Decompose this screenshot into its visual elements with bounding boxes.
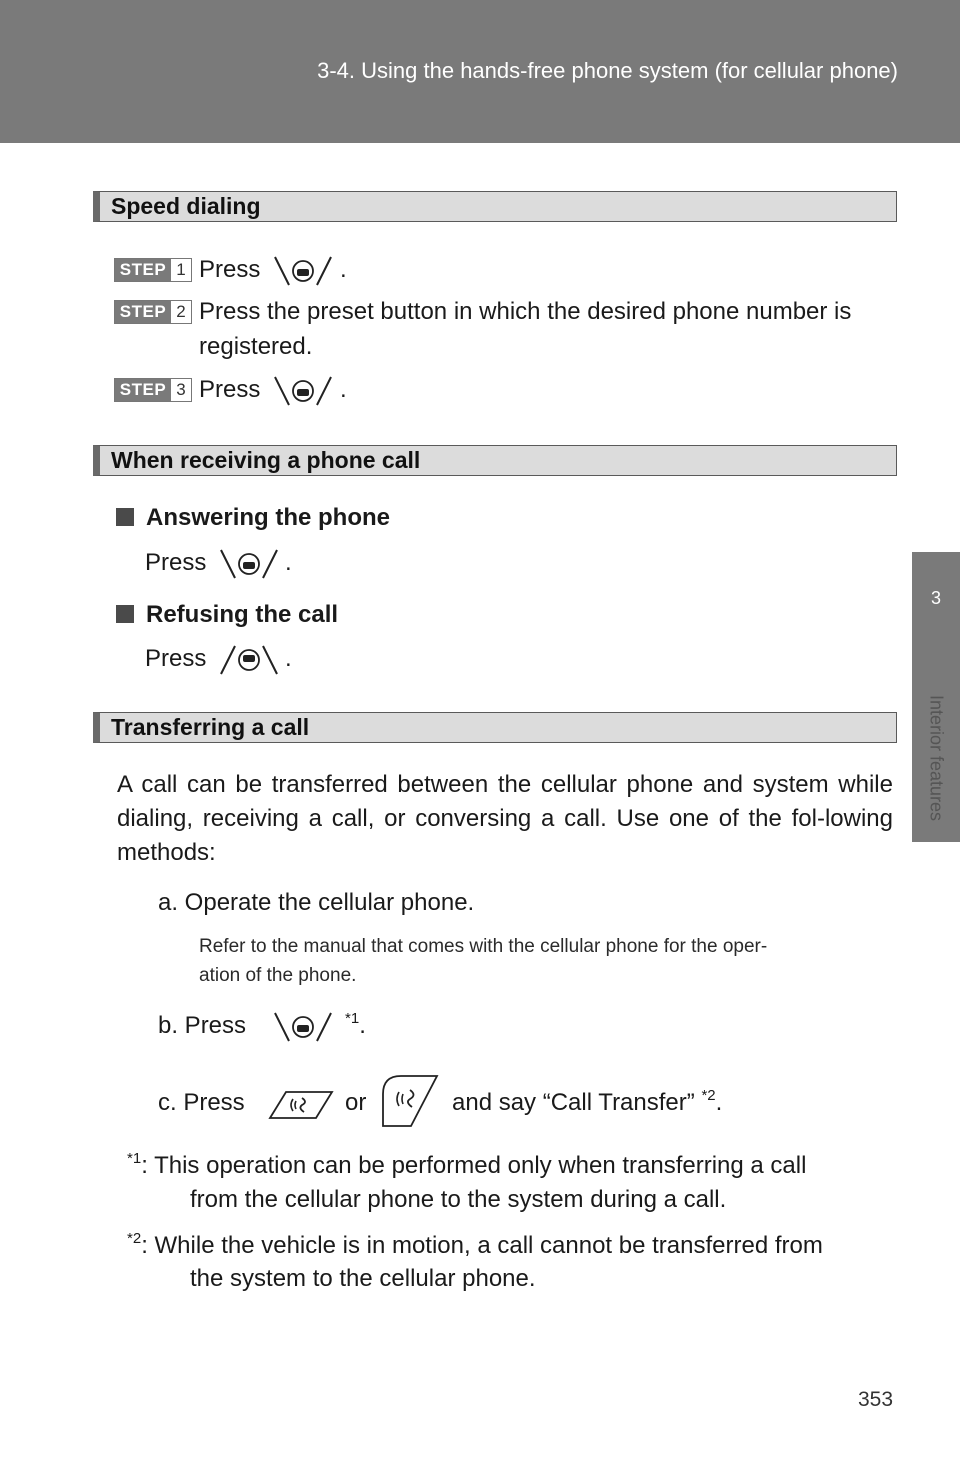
step-2-text-line2: registered. [199, 333, 313, 360]
refusing-text: Press [145, 645, 207, 672]
answering-end: . [285, 549, 292, 576]
chapter-number: 3 [930, 588, 941, 608]
step-1-end: . [340, 256, 347, 283]
transferring-intro: A call can be transferred between the cellular phone and system while dialing, receiving a call, or conversing a call. Use one of the fol-lowing methods: [117, 771, 893, 866]
answering-text: Press [145, 549, 207, 576]
option-a: a. Operate the cellular phone. [158, 889, 475, 916]
step-word: STEP [115, 301, 171, 323]
square-bullet-icon [116, 605, 134, 623]
footnote-1-line2: from the cellular phone to the system during a call. [190, 1186, 727, 1213]
phone-off-hook-button-icon [218, 547, 280, 581]
section-receiving-title: When receiving a phone call [93, 445, 897, 476]
option-a-note-line2: ation of the phone. [199, 965, 357, 986]
square-bullet-icon [116, 508, 134, 526]
answering-heading: Answering the phone [116, 501, 390, 535]
step-number: 3 [176, 380, 186, 399]
phone-off-hook-button-icon [272, 254, 334, 288]
step-2-badge [114, 300, 192, 324]
section-speed-dialing-title: Speed dialing [93, 191, 897, 222]
step-word: STEP [115, 379, 171, 401]
phone-off-hook-button-icon [272, 1010, 334, 1044]
chapter-title: 3-4. Using the hands-free phone system (for cellular phone) [317, 58, 898, 83]
step-word: STEP [115, 259, 171, 281]
footnote-2-line2: the system to the cellular phone. [190, 1265, 536, 1292]
phone-on-hook-button-icon [218, 643, 280, 677]
footnote-1-line1: $^{*1}$: This operation can be performed only when transferring a call [127, 1150, 807, 1179]
option-c-say: and say “Call Transfer” $^{*2}$. [452, 1087, 723, 1116]
talk-switch-icon [381, 1074, 439, 1128]
step-1-text: Press [199, 256, 261, 283]
footnote-2-line1: $^{*2}$: While the vehicle is in motion, a call cannot be transferred from [127, 1230, 823, 1259]
talk-switch-icon [268, 1090, 334, 1120]
chapter-label: Interior features [926, 694, 947, 822]
step-number: 2 [176, 302, 186, 321]
step-1-badge [114, 258, 192, 282]
step-3-end: . [340, 376, 347, 403]
refusing-end: . [285, 645, 292, 672]
step-number: 1 [176, 260, 186, 279]
page-number: 353 [858, 1388, 894, 1411]
section-transferring-title: Transferring a call [93, 712, 897, 743]
option-b-text: b. Press [158, 1012, 247, 1039]
step-3-text: Press [199, 376, 261, 403]
option-c-or: or [345, 1089, 367, 1116]
phone-off-hook-button-icon [272, 374, 334, 408]
option-c-text: c. Press [158, 1089, 245, 1116]
refusing-heading: Refusing the call [116, 598, 338, 632]
option-a-note-line1: Refer to the manual that comes with the cellular phone for the oper- [199, 936, 768, 957]
step-2-text-line1: Press the preset button in which the desired phone number is [199, 298, 852, 325]
option-b-footnote-ref: $^{*1}$. [345, 1010, 366, 1039]
step-3-badge [114, 378, 192, 402]
